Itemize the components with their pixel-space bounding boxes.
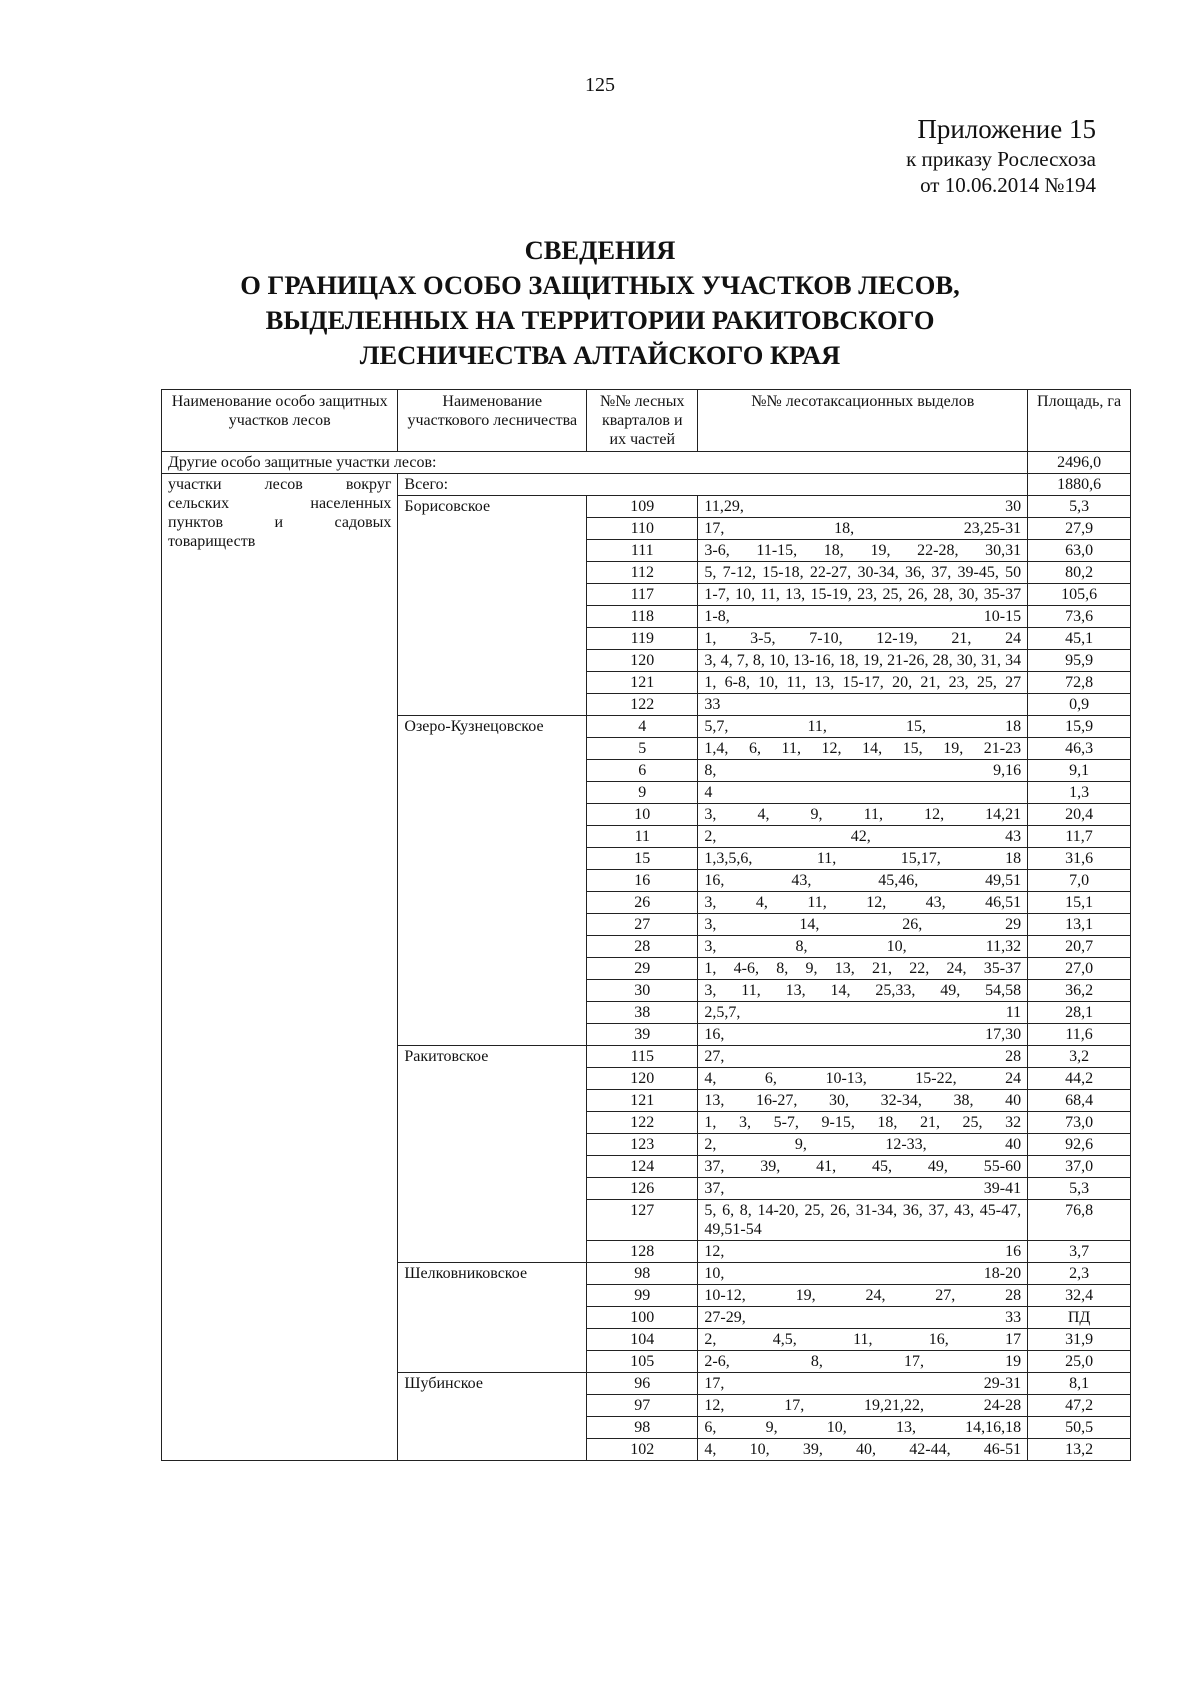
area-value: 36,2	[1028, 980, 1131, 1002]
plot-numbers: 16, 43, 45,46, 49,51	[698, 870, 1028, 892]
plot-numbers: 1-7, 10, 11, 13, 15-19, 23, 25, 26, 28, 30, 35-37	[698, 584, 1028, 606]
table-header-row	[162, 390, 1131, 452]
plot-numbers: 1,3,5,6, 11, 15,17, 18	[698, 848, 1028, 870]
quarter-number: 120	[587, 650, 698, 672]
total-label: Всего:	[398, 474, 1028, 496]
area-value: 73,0	[1028, 1112, 1131, 1134]
quarter-number: 126	[587, 1178, 698, 1200]
plot-numbers: 37, 39-41	[698, 1178, 1028, 1200]
quarter-number: 26	[587, 892, 698, 914]
plot-numbers: 2,5,7, 11	[698, 1002, 1028, 1024]
section-label-line: участки лесов вокруг	[168, 476, 392, 493]
appendix-order-line: к приказу Рослесхоза	[906, 147, 1096, 171]
plot-numbers: 1, 4-6, 8, 9, 13, 21, 22, 24, 35-37	[698, 958, 1028, 980]
quarter-number: 28	[587, 936, 698, 958]
quarter-number: 98	[587, 1417, 698, 1439]
plot-numbers: 10-12, 19, 24, 27, 28	[698, 1285, 1028, 1307]
area-value: 13,1	[1028, 914, 1131, 936]
area-value: 5,3	[1028, 496, 1131, 518]
area-value: 80,2	[1028, 562, 1131, 584]
section-label-line: товариществ	[168, 533, 256, 550]
section-label	[162, 474, 398, 1461]
quarter-number: 128	[587, 1241, 698, 1263]
summary-area: 2496,0	[1028, 452, 1131, 474]
table-body	[162, 452, 1131, 1461]
plot-numbers: 8, 9,16	[698, 760, 1028, 782]
quarter-number: 117	[587, 584, 698, 606]
plot-numbers: 4, 10, 39, 40, 42-44, 46-51	[698, 1439, 1028, 1461]
plot-numbers: 1, 3, 5-7, 9-15, 18, 21, 25, 32	[698, 1112, 1028, 1134]
area-value: 15,9	[1028, 716, 1131, 738]
area-value: 72,8	[1028, 672, 1131, 694]
quarter-number: 123	[587, 1134, 698, 1156]
quarter-number: 121	[587, 672, 698, 694]
plot-numbers: 12, 16	[698, 1241, 1028, 1263]
document-title	[0, 233, 1200, 373]
area-value: 50,5	[1028, 1417, 1131, 1439]
area-value: 44,2	[1028, 1068, 1131, 1090]
area-value: 11,7	[1028, 826, 1131, 848]
quarter-number: 5	[587, 738, 698, 760]
title-line: ВЫДЕЛЕННЫХ НА ТЕРРИТОРИИ РАКИТОВСКОГО	[265, 305, 935, 335]
quarter-number: 27	[587, 914, 698, 936]
plot-numbers: 2-6, 8, 17, 19	[698, 1351, 1028, 1373]
plot-numbers: 13, 16-27, 30, 32-34, 38, 40	[698, 1090, 1028, 1112]
plot-numbers: 2, 9, 12-33, 40	[698, 1134, 1028, 1156]
area-value: 76,8	[1028, 1200, 1131, 1241]
summary-row	[162, 452, 1131, 474]
quarter-number: 10	[587, 804, 698, 826]
forest-areas-table	[161, 389, 1131, 1461]
plot-numbers: 1,4, 6, 11, 12, 14, 15, 19, 21-23	[698, 738, 1028, 760]
plot-numbers: 3, 11, 13, 14, 25,33, 49, 54,58	[698, 980, 1028, 1002]
plot-numbers: 3-6, 11-15, 18, 19, 22-28, 30,31	[698, 540, 1028, 562]
plot-numbers: 12, 17, 19,21,22, 24-28	[698, 1395, 1028, 1417]
appendix-header	[906, 112, 1096, 198]
forestry-name: Озеро-Кузнецовское	[398, 716, 587, 1046]
area-value: 32,4	[1028, 1285, 1131, 1307]
area-value: 25,0	[1028, 1351, 1131, 1373]
quarter-number: 96	[587, 1373, 698, 1395]
quarter-number: 127	[587, 1200, 698, 1241]
appendix-title: Приложение 15	[917, 114, 1096, 144]
plot-numbers: 3, 8, 10, 11,32	[698, 936, 1028, 958]
area-value: 27,0	[1028, 958, 1131, 980]
quarter-number: 11	[587, 826, 698, 848]
quarter-number: 124	[587, 1156, 698, 1178]
quarter-number: 102	[587, 1439, 698, 1461]
quarter-number: 4	[587, 716, 698, 738]
title-line: О ГРАНИЦАХ ОСОБО ЗАЩИТНЫХ УЧАСТКОВ ЛЕСОВ,	[240, 270, 960, 300]
area-value: 37,0	[1028, 1156, 1131, 1178]
plot-numbers: 2, 42, 43	[698, 826, 1028, 848]
area-value: 47,2	[1028, 1395, 1131, 1417]
area-value: 9,1	[1028, 760, 1131, 782]
quarter-number: 122	[587, 694, 698, 716]
quarter-number: 100	[587, 1307, 698, 1329]
section-label-line: сельских населенных	[168, 495, 392, 512]
area-value: 28,1	[1028, 1002, 1131, 1024]
area-value: 1,3	[1028, 782, 1131, 804]
quarter-number: 120	[587, 1068, 698, 1090]
header-forestry-name: Наименование участкового лесничества	[398, 390, 587, 452]
quarter-number: 105	[587, 1351, 698, 1373]
quarter-number: 29	[587, 958, 698, 980]
plot-numbers: 1, 6-8, 10, 11, 13, 15-17, 20, 21, 23, 25, 27	[698, 672, 1028, 694]
area-value: 13,2	[1028, 1439, 1131, 1461]
plot-numbers: 1-8, 10-15	[698, 606, 1028, 628]
plot-numbers: 37, 39, 41, 45, 49, 55-60	[698, 1156, 1028, 1178]
area-value: 3,7	[1028, 1241, 1131, 1263]
area-value: 5,3	[1028, 1178, 1131, 1200]
page-number: 125	[585, 74, 615, 96]
plot-numbers: 17, 18, 23,25-31	[698, 518, 1028, 540]
plot-numbers: 27-29, 33	[698, 1307, 1028, 1329]
area-value: 20,7	[1028, 936, 1131, 958]
area-value: 8,1	[1028, 1373, 1131, 1395]
quarter-number: 38	[587, 1002, 698, 1024]
forestry-name: Шубинское	[398, 1373, 587, 1461]
plot-numbers: 27, 28	[698, 1046, 1028, 1068]
plot-numbers: 10, 18-20	[698, 1263, 1028, 1285]
area-value: 92,6	[1028, 1134, 1131, 1156]
plot-numbers: 4	[698, 782, 1028, 804]
quarter-number: 16	[587, 870, 698, 892]
quarter-number: 6	[587, 760, 698, 782]
plot-numbers: 16, 17,30	[698, 1024, 1028, 1046]
area-value: ПД	[1028, 1307, 1131, 1329]
quarter-number: 98	[587, 1263, 698, 1285]
plot-numbers: 3, 4, 7, 8, 10, 13-16, 18, 19, 21-26, 28, 30, 31, 34	[698, 650, 1028, 672]
section-label-line: пунктов и садовых	[168, 514, 392, 531]
area-value: 63,0	[1028, 540, 1131, 562]
appendix-date-line: от 10.06.2014 №194	[920, 173, 1096, 197]
header-protected-area-name: Наименование особо защитных участков лесов	[162, 390, 398, 452]
plot-numbers: 3, 14, 26, 29	[698, 914, 1028, 936]
area-value: 11,6	[1028, 1024, 1131, 1046]
plot-numbers: 3, 4, 11, 12, 43, 46,51	[698, 892, 1028, 914]
plot-numbers: 17, 29-31	[698, 1373, 1028, 1395]
quarter-number: 121	[587, 1090, 698, 1112]
plot-numbers: 1, 3-5, 7-10, 12-19, 21, 24	[698, 628, 1028, 650]
summary-label: Другие особо защитные участки лесов:	[162, 452, 1028, 474]
quarter-number: 99	[587, 1285, 698, 1307]
quarter-number: 122	[587, 1112, 698, 1134]
area-value: 27,9	[1028, 518, 1131, 540]
area-value: 3,2	[1028, 1046, 1131, 1068]
area-value: 45,1	[1028, 628, 1131, 650]
area-value: 73,6	[1028, 606, 1131, 628]
plot-numbers: 11,29, 30	[698, 496, 1028, 518]
area-value: 31,6	[1028, 848, 1131, 870]
area-value: 15,1	[1028, 892, 1131, 914]
title-line: ЛЕСНИЧЕСТВА АЛТАЙСКОГО КРАЯ	[359, 340, 841, 370]
plot-numbers: 6, 9, 10, 13, 14,16,18	[698, 1417, 1028, 1439]
quarter-number: 39	[587, 1024, 698, 1046]
header-plot-numbers: №№ лесотаксационных выделов	[698, 390, 1028, 452]
plot-numbers: 4, 6, 10-13, 15-22, 24	[698, 1068, 1028, 1090]
quarter-number: 9	[587, 782, 698, 804]
area-value: 0,9	[1028, 694, 1131, 716]
quarter-number: 97	[587, 1395, 698, 1417]
forestry-name: Ракитовское	[398, 1046, 587, 1263]
plot-numbers: 5, 7-12, 15-18, 22-27, 30-34, 36, 37, 39-45, 50	[698, 562, 1028, 584]
quarter-number: 115	[587, 1046, 698, 1068]
total-area: 1880,6	[1028, 474, 1131, 496]
area-value: 20,4	[1028, 804, 1131, 826]
quarter-number: 119	[587, 628, 698, 650]
quarter-number: 30	[587, 980, 698, 1002]
area-value: 46,3	[1028, 738, 1131, 760]
area-value: 2,3	[1028, 1263, 1131, 1285]
area-value: 95,9	[1028, 650, 1131, 672]
plot-numbers: 5, 6, 8, 14-20, 25, 26, 31-34, 36, 37, 43, 45-47, 49,51-54	[698, 1200, 1028, 1241]
plot-numbers: 2, 4,5, 11, 16, 17	[698, 1329, 1028, 1351]
quarter-number: 118	[587, 606, 698, 628]
header-quarter-numbers: №№ лесных кварталов и их частей	[587, 390, 698, 452]
plot-numbers: 3, 4, 9, 11, 12, 14,21	[698, 804, 1028, 826]
forestry-name: Борисовское	[398, 496, 587, 716]
title-line: СВЕДЕНИЯ	[524, 235, 676, 265]
plot-numbers: 5,7, 11, 15, 18	[698, 716, 1028, 738]
quarter-number: 15	[587, 848, 698, 870]
area-value: 68,4	[1028, 1090, 1131, 1112]
quarter-number: 104	[587, 1329, 698, 1351]
quarter-number: 109	[587, 496, 698, 518]
plot-numbers: 33	[698, 694, 1028, 716]
header-area: Площадь, га	[1028, 390, 1131, 452]
area-value: 7,0	[1028, 870, 1131, 892]
total-row	[162, 474, 1131, 496]
area-value: 105,6	[1028, 584, 1131, 606]
quarter-number: 112	[587, 562, 698, 584]
area-value: 31,9	[1028, 1329, 1131, 1351]
forestry-name: Шелковниковское	[398, 1263, 587, 1373]
quarter-number: 111	[587, 540, 698, 562]
quarter-number: 110	[587, 518, 698, 540]
